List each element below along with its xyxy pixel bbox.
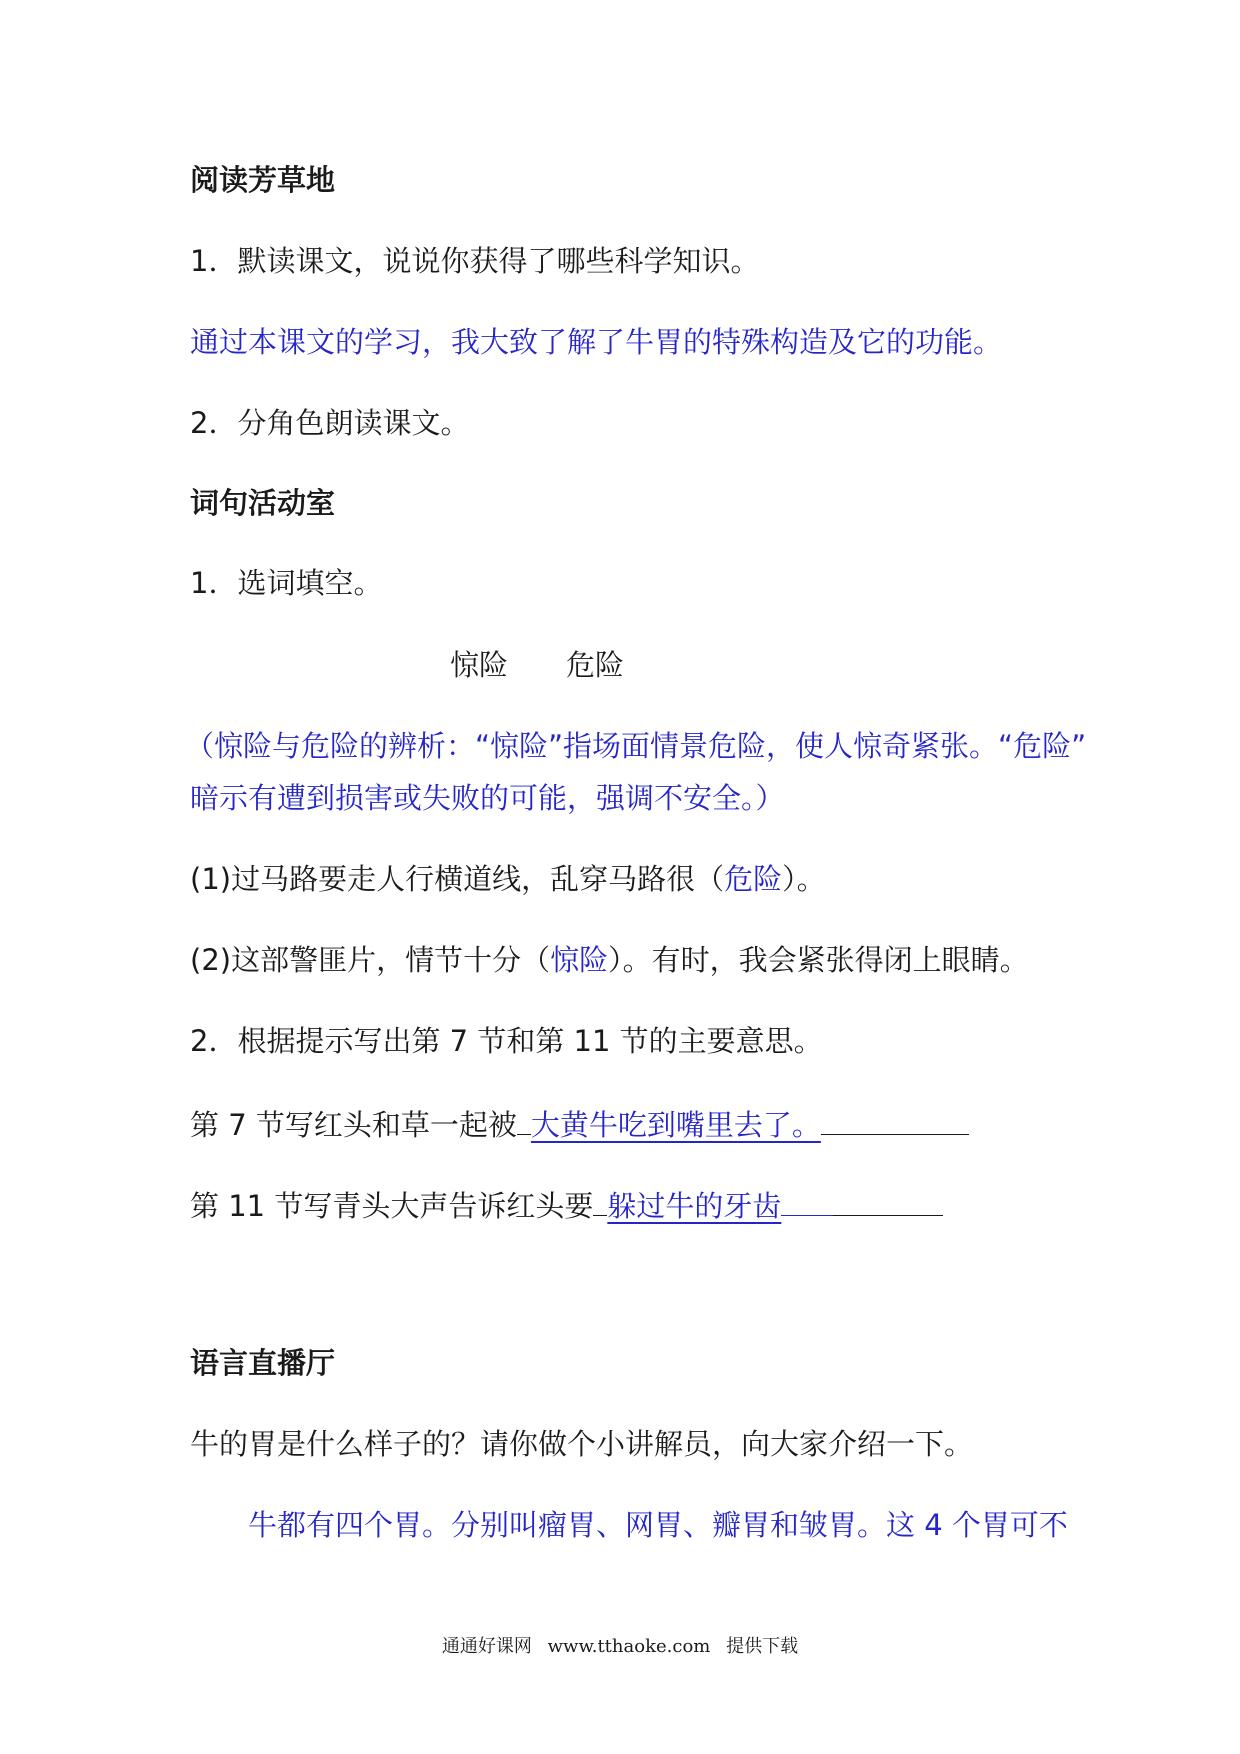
- sentence-2-answer: 惊险: [550, 943, 609, 977]
- answer-speaking: 牛都有四个胃。分别叫瘤胃、网胃、瓣胃和皱胃。这 4 个胃可不: [248, 1508, 1068, 1542]
- question-1-words: 1．选词填空。: [190, 566, 383, 600]
- note-line-1: （惊险与危险的辨析：“惊险”指场面情景危险，使人惊奇紧张。“危险”: [185, 729, 1087, 763]
- fill-line-2-text: 第 11 节写青头大声告诉红头要: [190, 1189, 594, 1223]
- section-heading-reading: 阅读芳草地: [190, 163, 336, 197]
- section-heading-speaking: 语言直播厅: [190, 1346, 336, 1380]
- word-choice-1: 惊险: [450, 648, 509, 682]
- question-2-reading: 2．分角色朗读课文。: [190, 406, 470, 440]
- sentence-2: [190, 940, 1029, 980]
- page-footer: [0, 1632, 1240, 1658]
- question-speaking: 牛的胃是什么样子的？请你做个小讲解员，向大家介绍一下。: [190, 1427, 974, 1461]
- question-2-words: 2．根据提示写出第 7 节和第 11 节的主要意思。: [190, 1024, 823, 1058]
- sentence-1: [190, 859, 826, 899]
- sentence-1-answer: 危险: [724, 862, 783, 896]
- fill-line-1-answer: 大黄牛吃到嘴里去了。: [530, 1108, 821, 1142]
- note-line-2: 暗示有遭到损害或失败的可能，强调不安全。）: [190, 781, 785, 815]
- question-1-reading: 1．默读课文，说说你获得了哪些科学知识。: [190, 244, 760, 278]
- fill-line-1: [190, 1102, 969, 1145]
- footer-suffix: 提供下载: [726, 1636, 799, 1657]
- word-choices: [450, 645, 624, 685]
- fill-line-1-text: 第 7 节写红头和草一起被: [190, 1108, 517, 1142]
- answer-1-reading: 通过本课文的学习，我大致了解了牛胃的特殊构造及它的功能。: [190, 325, 1003, 359]
- section-heading-words: 词句活动室: [190, 486, 336, 520]
- word-choice-2: 危险: [566, 648, 625, 682]
- sentence-1-text: (1)过马路要走人行横道线，乱穿马路很（: [190, 862, 725, 896]
- footer-url: www.tthaoke.com: [547, 1636, 711, 1657]
- fill-line-2-answer: 躲过牛的牙齿: [607, 1189, 782, 1223]
- sentence-1-end: ）。: [782, 862, 826, 896]
- sentence-2-text: (2)这部警匪片，情节十分（: [190, 943, 551, 977]
- footer-site-name: 通通好课网: [441, 1636, 532, 1657]
- sentence-2-end: ）。有时，我会紧张得闭上眼睛。: [608, 943, 1029, 977]
- fill-line-2: [190, 1183, 943, 1226]
